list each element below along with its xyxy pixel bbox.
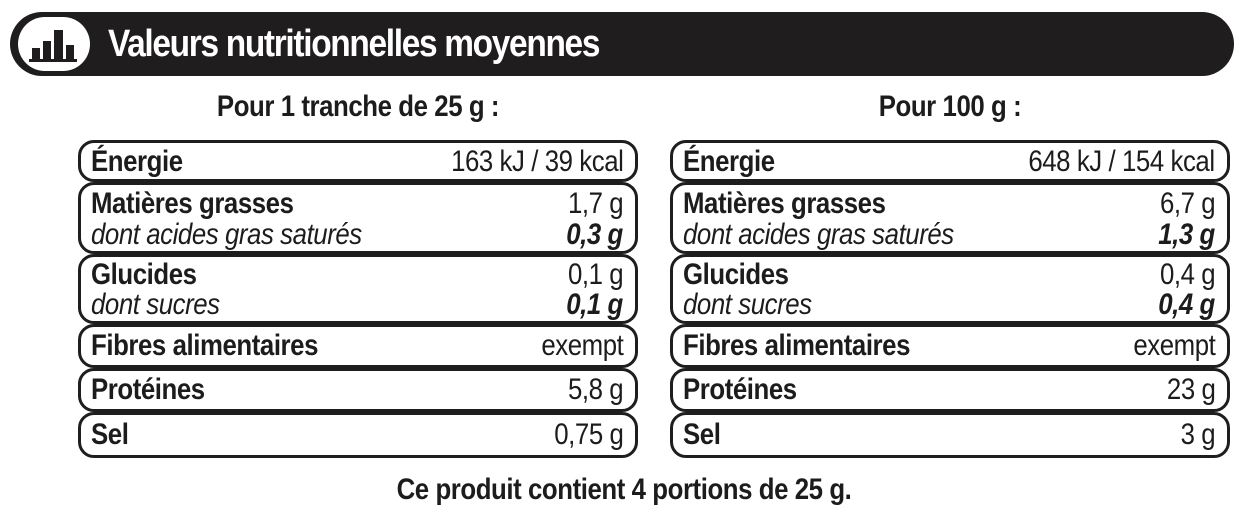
- row-value: 1,7 g: [567, 187, 623, 220]
- row-label: Sel: [91, 418, 129, 451]
- sub-row-value: 1,3 g: [1158, 218, 1215, 251]
- row-label: Protéines: [683, 373, 797, 406]
- row-label: Matières grasses: [91, 187, 294, 220]
- row-value: 0,1 g: [567, 258, 623, 291]
- row-label: Fibres alimentaires: [91, 329, 319, 362]
- row-proteines: [670, 368, 1230, 412]
- sub-row-label: dont sucres: [683, 288, 812, 321]
- row-label: Matières grasses: [683, 187, 886, 220]
- sub-row-label: dont sucres: [91, 288, 220, 321]
- row-sel: [670, 412, 1230, 458]
- sub-row-value: 0,3 g: [566, 218, 623, 251]
- row-value: 163 kJ / 39 kcal: [450, 145, 623, 178]
- row-label: Fibres alimentaires: [683, 329, 911, 362]
- row-value: exempt: [1132, 329, 1215, 362]
- row-label: Énergie: [91, 145, 183, 178]
- row-value: 5,8 g: [567, 373, 623, 406]
- title-banner: [10, 12, 1234, 76]
- page-title: Valeurs nutritionnelles moyennes: [108, 23, 600, 65]
- row-matieres-grasses: [78, 182, 638, 254]
- row-value: 23 g: [1166, 373, 1215, 406]
- row-matieres-grasses: [670, 182, 1230, 254]
- row-label: Protéines: [91, 373, 205, 406]
- row-label: Glucides: [91, 258, 197, 291]
- row-glucides: [670, 254, 1230, 324]
- row-fibres: [670, 324, 1230, 368]
- row-value: 6,7 g: [1159, 187, 1215, 220]
- row-value: 0,75 g: [553, 418, 623, 451]
- row-energie: [670, 140, 1230, 182]
- row-fibres: [78, 324, 638, 368]
- row-label: Glucides: [683, 258, 789, 291]
- sub-row-label: dont acides gras saturés: [91, 218, 362, 251]
- row-label: Énergie: [683, 145, 775, 178]
- row-glucides: [78, 254, 638, 324]
- sub-row-value: 0,1 g: [566, 288, 623, 321]
- row-energie: [78, 140, 638, 182]
- row-value: 648 kJ / 154 kcal: [1028, 145, 1215, 178]
- row-value: exempt: [540, 329, 623, 362]
- row-proteines: [78, 368, 638, 412]
- row-label: Sel: [683, 418, 721, 451]
- sub-row-value: 0,4 g: [1158, 288, 1215, 321]
- row-sel: [78, 412, 638, 458]
- row-value: 3 g: [1180, 418, 1215, 451]
- row-value: 0,4 g: [1159, 258, 1215, 291]
- sub-row-label: dont acides gras saturés: [683, 218, 954, 251]
- column-heading-portion: Pour 1 tranche de 25 g :: [216, 90, 500, 123]
- portions-note: Ce produit contient 4 portions de 25 g.: [396, 473, 852, 506]
- column-heading-100g: Pour 100 g :: [878, 90, 1022, 123]
- bar-chart-icon: [18, 17, 90, 71]
